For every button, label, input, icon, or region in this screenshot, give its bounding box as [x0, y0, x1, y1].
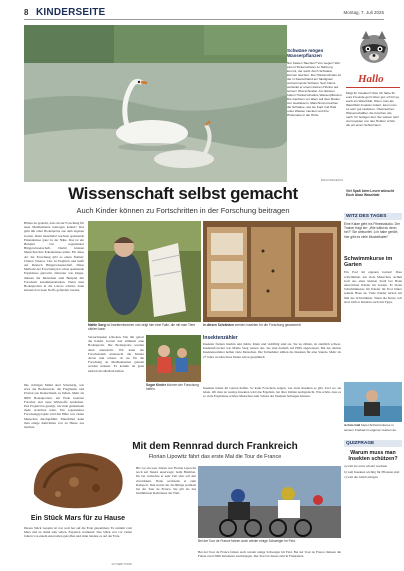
- quiz-answer-a[interactable]: a) weil sie sonst wieder wachsen: [344, 464, 388, 469]
- section-title: KINDERSEITE: [36, 7, 106, 18]
- caption-text-3: können der Forschung helfen.: [146, 383, 199, 391]
- tour-column-1: Bis vor ein paar Jahren war Florian Lipowitz noch auf Skiern unterwegs: beim Biathlon. Da bei verbachte er sehr Zeit aber auf den Zweirädern. Dann wechselte er zum Radsport. Nun startet der 24-Jährige erstmals bei der Tour de France. Sie gilt als das berühmteste Radrennen der Welt.: [136, 466, 196, 496]
- cyclists-caption: Bei der Tour de France fahren auch wieder einige Schweiger im Feld.: [198, 539, 296, 543]
- quiz-question: Warum muss man Insekten schützen?: [348, 450, 398, 463]
- swan-photo: [24, 25, 287, 182]
- main-subtitle: Auch Kinder können zu Fortschritten in der Forschung beitragen: [76, 206, 290, 215]
- caption-name-1: Mattie Saeg: [88, 323, 106, 327]
- quiz-answer-c[interactable]: c) weil die Glück bringen: [344, 474, 378, 479]
- tour-column-2: Bei der Tour de France fahren auch wieder einige Schweiger im Feld. Bei der Tour de France müssen die Fahrer rund 3000 Kilometer zurücklegen. Der Start ist dieses Jahr in Frankreich.: [198, 550, 341, 559]
- cabinet-caption: [203, 323, 341, 333]
- insect-counter-text-2: Insekten haben im Garten helfen. So kann Forschern zeigen, wie viele Insekten es gibt. Und wo sie leben. Oft man zu wenige Insekten wird das Ergebnis, bei über Zahlen nachgedacht. Wie schön, dass es so viele Ergebnisse schöne Menschen zum Schutz der Insekten beitragen können.: [203, 386, 341, 399]
- main-column-1: Hätten du gedacht, dass du zur Forschung für neue Medikamente beitragen kannst? Das geht mit einer Bodenprobe aus dem eigenen Garten. Denn manchmal wachsen spannende Erkenntnisse ganz in der Nähe. Das ist ein Beispiel von sogenannter Bürgerwissenschaft. Damit können Menschen ihre Erkenntnisse teilen. Für diese Art der Forschung gibt es einen Namen: Citizen Science. Das ist Englisch und heißt auf Deutsch Bürgerwissenschaft. Diese Methode der Forschung hat schon spannende Ergebnisse gebracht. Darunter wie klappt, müssen die Menschen zum Beispiel mit Forschern zusammenarbeiten. Wenn man Bodenproben in die Labore schickt, dann können dort neue Stoffe gefunden werden.: [24, 221, 84, 293]
- children-caption: [146, 383, 201, 391]
- mars-stone-photo: [24, 444, 132, 513]
- swim-caption: [344, 423, 402, 435]
- tour-title: Mit dem Rennrad durch Frankreich: [132, 441, 298, 452]
- quiz-answer-b[interactable]: b) weil Insekten wichtig für Pflanzen sind: [344, 469, 400, 474]
- entomologist-caption: [88, 323, 201, 333]
- main-column-2: Die richtigen Mittel sind Schwierig, wie etwa die Bodenwerte, die Fragmente und Proben aus Deutschland, in Italien. Mehr als 9000 Bodenproben, am Ende konnten Forscher dort neue Wirkstoffe entdecken. Das Projekt hat gezeigt, wie man gemeinsam mehr erreichen kann. Ein sogenanntes Forschungsprojekt wird mit Hilfe von vielen Menschen durchgeführt. Manchmal kann man einige Aktivitäten von zu Hause aus machen.: [24, 383, 84, 430]
- caption-text-1: ist Insektenforscher und zeigt hier eine Falle, die mit man Tiere zählen kann.: [88, 323, 196, 332]
- swim-text: Ein Pool im eigenen Garten! Dass schwimmen, das viele Menschen. Achim Gall aus einer kleinen Stadt bei Bonn unterrichtet Kinder im Garten. Er bietet Schwimmkurse für Kinder im Pool hinter seinem Haus an. Viele Kinder lernen bei ihm das Schwimmen. Wenn die Kurse voll sind, hilft er Kindern auch mit Tipps.: [344, 270, 402, 304]
- caption-text-2: werden Insekten für die Forschung gesammelt.: [234, 323, 302, 327]
- mars-stone-credit: SOTHEBY'S/DPA: [111, 563, 132, 566]
- mascot-greeting: Hallo: [358, 73, 384, 85]
- swim-caption-name: Achim Gall: [344, 423, 361, 428]
- swim-caption-text: bietet Schwimmkurse in seinem Freibad im eigenen Garten an.: [344, 423, 397, 432]
- insect-counter-section: [203, 335, 341, 438]
- insect-counter-title: Insektenzähler: [203, 335, 238, 341]
- joke-text: Eine Katze geht ins Fitnessstudio. Der Trainer fragt sie: „Wie willst du denn hin?“ Sie antwortet: „Ich habe gehört, hier gibt es viele Muskelkater!“: [344, 222, 400, 239]
- swan-credit: IMAGO/DEGEZON: [320, 178, 343, 182]
- cabinet-photo: [203, 221, 341, 322]
- main-column-3: Versuchspaket schicken. Die mit gelost die Kinder Garten und stimmen eine Bodenprobe. Die Bodenprobe werden dann untersucht. Wir kann ein Forschendem untersucht die Kinder davon und schaut, ob sie für die Forschung an Medikamenten genutzt werden können. Es kommt da ganz einfach die Medizin helfen.: [88, 335, 144, 373]
- entomologist-photo: [88, 221, 201, 322]
- joke-header: WITZ DES TAGES: [344, 213, 402, 220]
- swan-info-box: [287, 48, 343, 184]
- swan-text: Nur Kasten Tauchen? Von wegen! Wer einen Höckerschwan zu Nahrung kommt, der weiß: Auch Schwäne können tauchen. Der Höckerschwan ist der in Deutschland am häufigsten vorkommende Schwan. Sein Name verdankt er einem kleinen Höcker auf seinem Oberschnabel. Am liebsten futtern Höckerschwäne Wasserpflanzen. Die wachsen vor allem auf dem Boden von Gewässern. Manchmal erreichen die Schwäne, wie sie Kopf und Hals unter Wasser stecken und ihre Hinterseite in die Höhe.: [287, 60, 343, 117]
- cyclists-photo: [198, 466, 341, 538]
- swim-title: Schwimmkurse im Garten: [344, 256, 393, 269]
- mascot-text: Mögt ihr Insekten? Also ich habe für eure Freunde gern! Aber gut, ich bin ja auch ein Waschbär. Wenn man als Waschbär Insekten futtert, kann man es sehr gut studieren. Überraschen Wissenschaftler, die forschen wie nach. Ihr festigen fest: Sie wissen sehr viel Insekten von den Helfern schön, die wir einen Schutzraum.: [346, 91, 399, 127]
- swan-title: Schwäne mögen Wasserpflanzen: [287, 48, 324, 59]
- caption-name-3: Sogar Kinder: [146, 383, 167, 387]
- page-header: [24, 6, 384, 20]
- insect-counter-text: Insekten flattern hierhin und dahin. Klein und vielfältig sind sie. Sie zu zählen, ist ziemlich schwer. Insektenforscher wie Mattie Saeg wissen das. Sie sind deshalb auf Hilfe angewiesen. Bei der Aktion Insektensommer helfen viele Menschen. Die Teilnehmer zählen die Insekten für eine Stunde. Mehr als 27 Jahre werden diese Daten schon gesammelt.: [203, 342, 341, 359]
- tour-subtitle: Florian Lipowitz fährt das erste Mal die Tour de France: [148, 454, 282, 460]
- sidebar: [344, 213, 402, 569]
- children-photo: [146, 335, 201, 382]
- swim-teacher-photo: [344, 382, 402, 422]
- page-number: 8: [24, 8, 29, 17]
- page-date: Montag, 7. Juli 2025: [343, 10, 384, 15]
- main-title: Wissenschaft selbst gemacht: [68, 184, 298, 203]
- mascot-signature: Viel Spaß beim Lesen wünscht Euch Alaar Waschbär: [346, 189, 395, 197]
- caption-name-2: In diesen Schränken: [203, 323, 235, 327]
- quiz-header: QUIZFRAGE: [344, 440, 402, 447]
- mars-stone-title: Ein Stück Mars für zu Hause: [30, 515, 126, 522]
- raccoon-icon: [354, 27, 394, 67]
- mars-stone-text: Dieses Stück Gestein ist von weit her auf die Erde gekommen: Es stammt vom Mars und ist damit sehr selten. Experten vermuten: Das Stück war vor vielen Jahren von einem Asteroiden getroffen und dann landete es auf der Erde.: [24, 526, 132, 539]
